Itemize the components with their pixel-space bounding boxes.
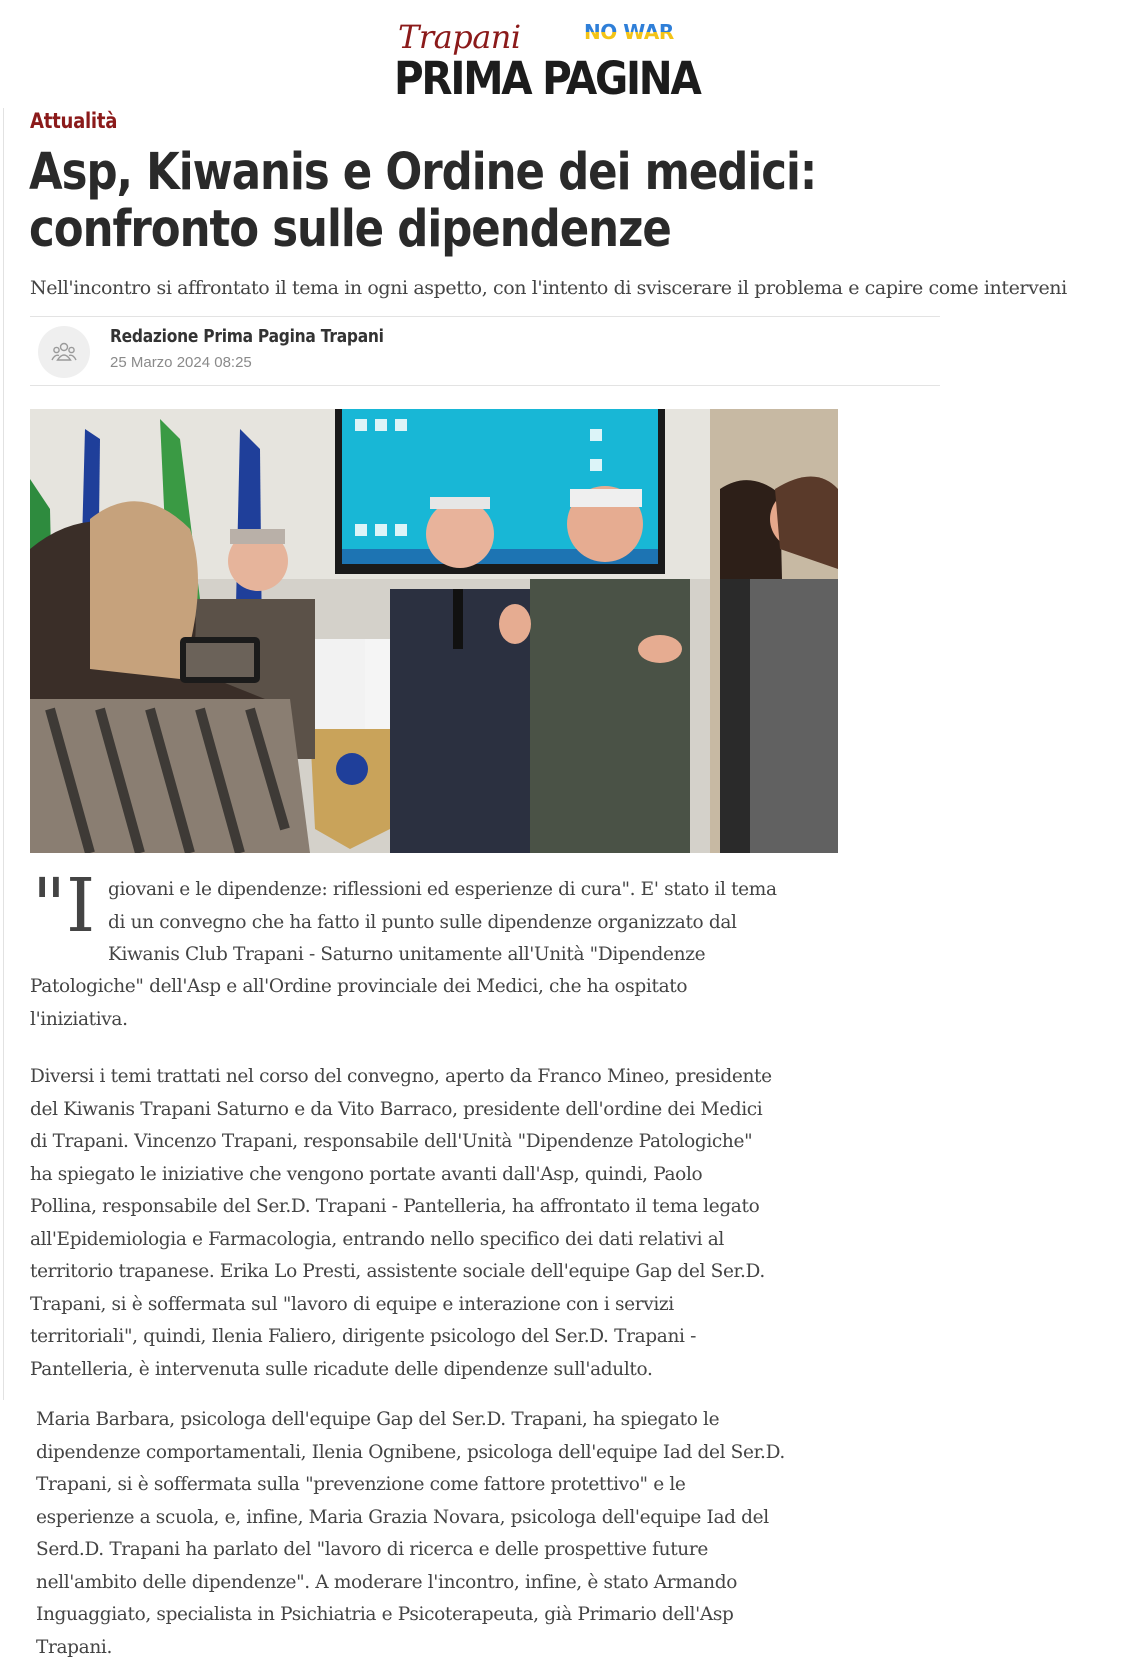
text-line: esperienze a scuola, e, infine, Maria Grazia Novara, psicologa dell'equipe Iad del	[36, 1506, 769, 1528]
article-paragraph-1-lead	[108, 874, 848, 972]
publish-date: 25 Marzo 2024 08:25	[110, 354, 252, 371]
site-logo[interactable]	[394, 18, 700, 105]
article-paragraph-1-rest	[30, 971, 860, 1036]
photo-illustration	[30, 409, 838, 853]
author-name[interactable]: Redazione Prima Pagina Trapani	[110, 326, 384, 347]
left-divider	[3, 108, 4, 1400]
text-line: dipendenze comportamentali, Ilenia Ognibene, psicologa dell'equipe Iad del Ser.D.	[36, 1441, 785, 1463]
text-line: nell'ambito delle dipendenze". A moderare l'incontro, infine, è stato Armando	[36, 1571, 738, 1593]
article-paragraph-2	[30, 1061, 860, 1386]
text-line: territoriali", quindi, Ilenia Faliero, dirigente psicologo del Ser.D. Trapani -	[30, 1326, 697, 1347]
text-line: del Kiwanis Trapani Saturno e da Vito Barraco, presidente dell'ordine dei Medici	[30, 1098, 763, 1120]
text-line: all'Epidemiologia e Farmacologia, entrando nello specifico dei dati relativi al	[30, 1228, 724, 1250]
text-line: Trapani, si è soffermata sulla "prevenzione come fattore protettivo" e le	[36, 1474, 686, 1495]
text-line: ha spiegato le iniziative che vengono portate avanti dall'Asp, quindi, Paolo	[30, 1163, 703, 1185]
text-line: Trapani, si è soffermata sul "lavoro di equipe e interazione con i servizi	[30, 1293, 674, 1315]
article-dropcap: "I	[32, 863, 96, 949]
text-line: giovani e le dipendenze: riflessioni ed esperienze di cura". E' stato il tema	[108, 879, 777, 900]
article-category[interactable]: Attualità	[30, 109, 118, 133]
article-byline	[30, 316, 940, 386]
text-line: Maria Barbara, psicologa dell'equipe Gap del Ser.D. Trapani, ha spiegato le	[36, 1409, 720, 1430]
group-icon	[51, 341, 77, 363]
author-avatar[interactable]	[38, 326, 90, 378]
text-line: Serd.D. Trapani ha parlato del "lavoro di ricerca e delle prospettive future	[36, 1539, 708, 1560]
text-line: Trapani.	[36, 1636, 112, 1658]
text-line: Pantelleria, è intervenuta sulle ricadute delle dipendenze sull'adulto.	[30, 1358, 653, 1380]
site-header	[0, 0, 1135, 108]
text-line: di un convegno che ha fatto il punto sulle dipendenze organizzato dal	[108, 911, 737, 933]
text-line: territorio trapanese. Erika Lo Presti, assistente sociale dell'equipe Gap del Ser.D.	[30, 1261, 765, 1282]
text-line: Diversi i temi trattati nel corso del convegno, aperto da Franco Mineo, presidente	[30, 1066, 772, 1087]
article-paragraph-3	[36, 1404, 866, 1664]
article-subtitle: Nell'incontro si affrontato il tema in ogni aspetto, con l'intento di sviscerare il problema e capire come interveni	[30, 277, 1067, 299]
article-title: Asp, Kiwanis e Ordine dei medici: confronto sulle dipendenze	[29, 143, 817, 259]
text-line: Inguaggiato, specialista in Psichiatria e Psicoterapeuta, già Primario dell'Asp	[36, 1604, 734, 1625]
article-photo[interactable]	[30, 409, 838, 853]
text-line: l'iniziativa.	[30, 1008, 128, 1030]
logo-prima-pagina-text: PRIMA PAGINA	[394, 52, 700, 105]
text-line: Kiwanis Club Trapani - Saturno unitamente all'Unità "Dipendenze	[108, 944, 706, 965]
logo-no-war-badge: NO WAR	[584, 20, 674, 44]
logo-trapani-text: Trapani	[398, 18, 521, 56]
text-line: di Trapani. Vincenzo Trapani, responsabile dell'Unità "Dipendenze Patologiche"	[30, 1131, 753, 1152]
text-line: Patologiche" dell'Asp e all'Ordine provinciale dei Medici, che ha ospitato	[30, 976, 688, 997]
text-line: Pollina, responsabile del Ser.D. Trapani - Pantelleria, ha affrontato il tema legato	[30, 1196, 760, 1217]
